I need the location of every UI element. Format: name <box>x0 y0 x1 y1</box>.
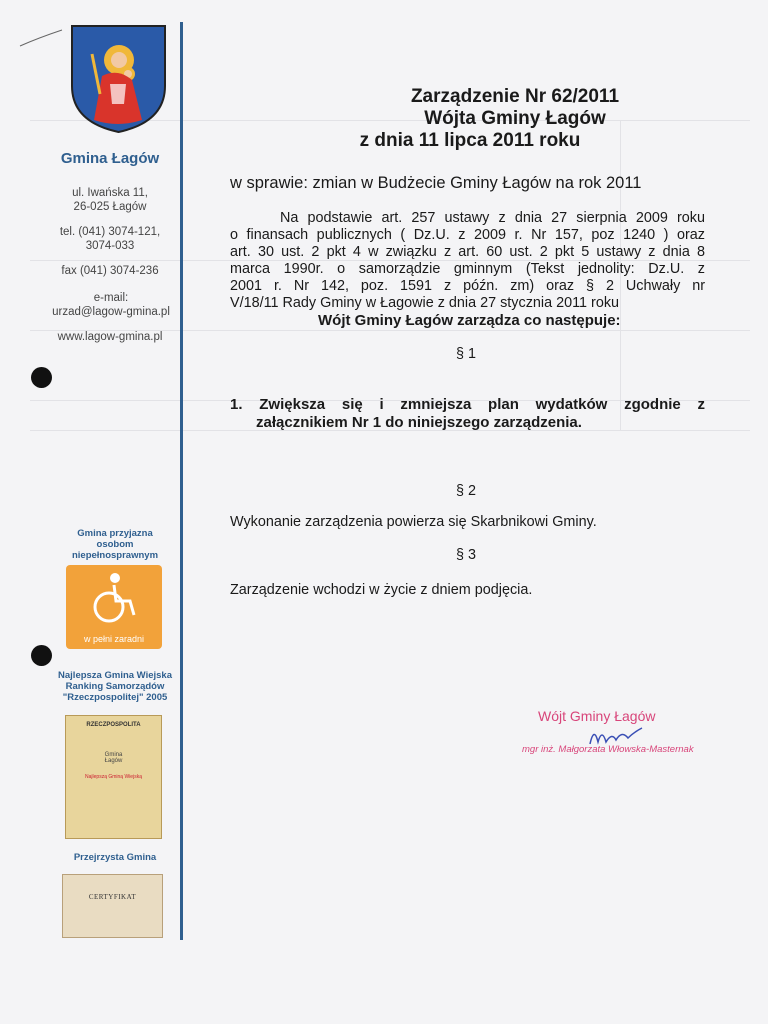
award-caption <box>40 670 190 703</box>
badge-text: w pełni zaradni <box>83 634 145 644</box>
basis-line: V/18/11 Rady Gminy w Łagowie z dnia 27 stycznia 2011 roku <box>230 295 620 311</box>
punch-hole <box>31 645 52 666</box>
diploma-header: RZECZPOSPOLITA <box>86 722 141 728</box>
sidebar-divider <box>180 22 183 940</box>
point-1 <box>230 396 705 432</box>
point-line: 1. Zwiększa się i zmniejsza plan wydatków zgodnie z <box>230 396 705 413</box>
address-line: ul. Iwańska 11, <box>72 187 148 199</box>
email-link[interactable]: urzad@lagow-gmina.pl <box>52 306 170 318</box>
section-2-mark: § 2 <box>456 483 477 499</box>
stamp-title: Wójt Gminy Łagów <box>538 708 656 724</box>
caption-line: "Rzeczpospolitej" 2005 <box>62 692 168 703</box>
basis-line: 2001 r. Nr 142, poz. 1591 z późn. zm) oraz § 2 Uchwały nr <box>230 278 705 294</box>
pen-mark <box>18 26 64 50</box>
wheelchair-icon <box>66 565 162 629</box>
document-subject: w sprawie: zmian w Budżecie Gminy Łagów na rok 2011 <box>230 174 642 192</box>
website-link[interactable]: www.lagow-gmina.pl <box>57 331 163 343</box>
basis-line: art. 30 ust. 2 pkt 4 w związku z art. 60 ust. 2 pkt 5 ustawy z dnia 8 <box>230 244 705 260</box>
coat-of-arms-icon <box>70 24 167 134</box>
diploma-name: Gmina <box>104 752 123 758</box>
section-3-mark: § 3 <box>456 547 477 563</box>
caption-line: Gmina przyjazna <box>77 528 153 539</box>
legal-basis <box>230 210 705 312</box>
document-date: z dnia 11 lipca 2011 roku <box>359 130 581 151</box>
accessibility-caption <box>40 528 190 561</box>
section-3-text: Zarządzenie wchodzi w życie z dniem podjęcia. <box>230 582 533 598</box>
orders-heading: Wójt Gminy Łagów zarządza co następuje: <box>318 312 621 329</box>
point-line: załącznikiem Nr 1 do niniejszego zarządzenia. <box>256 414 582 431</box>
caption-line: osobom <box>96 539 134 550</box>
stamp-name: mgr inż. Małgorzata Włowska-Masternak <box>522 744 694 755</box>
accessibility-badge <box>66 565 162 649</box>
fax: fax (041) 3074-236 <box>61 265 159 277</box>
certificate-caption: Przejrzysta Gmina <box>73 852 157 863</box>
email-label: e-mail: <box>93 292 129 304</box>
phone-line: tel. (041) 3074-121, <box>59 226 161 238</box>
address-block <box>40 186 180 214</box>
caption-line: Ranking Samorządów <box>65 681 165 692</box>
basis-line: marca 1990r. o samorządzie gminnym (Tekst jednolity: Dz.U. z <box>230 261 705 277</box>
basis-line: o finansach publicznych ( Dz.U. z 2009 r. Nr 157, poz 1240 ) oraz <box>230 227 705 243</box>
punch-hole <box>31 367 52 388</box>
municipality-name: Gmina Łagów <box>60 150 160 167</box>
award-diploma <box>65 715 162 839</box>
diploma-name: Łagów <box>104 758 123 764</box>
caption-line: niepełnosprawnym <box>71 550 159 561</box>
section-2-text: Wykonanie zarządzenia powierza się Skarbnikowi Gminy. <box>230 514 597 530</box>
document-title <box>300 86 730 130</box>
basis-line: Na podstawie art. 257 ustawy z dnia 27 sierpnia 2009 roku <box>280 210 705 226</box>
phone-line: 3074-033 <box>85 240 135 252</box>
certificate-title: CERTYFIKAT <box>88 893 137 901</box>
handwritten-signature <box>586 722 646 754</box>
title-line: Wójta Gminy Łagów <box>424 108 606 129</box>
title-line: Zarządzenie Nr 62/2011 <box>410 86 620 107</box>
section-1-mark: § 1 <box>456 346 477 362</box>
address-line: 26-025 Łagów <box>73 201 147 213</box>
email-block <box>36 291 186 319</box>
diploma-red-text: Najlepszą Gminą Wiejską <box>85 774 142 780</box>
certificate <box>62 874 163 938</box>
phone-block <box>40 225 180 253</box>
caption-line: Najlepsza Gmina Wiejska <box>58 670 172 681</box>
